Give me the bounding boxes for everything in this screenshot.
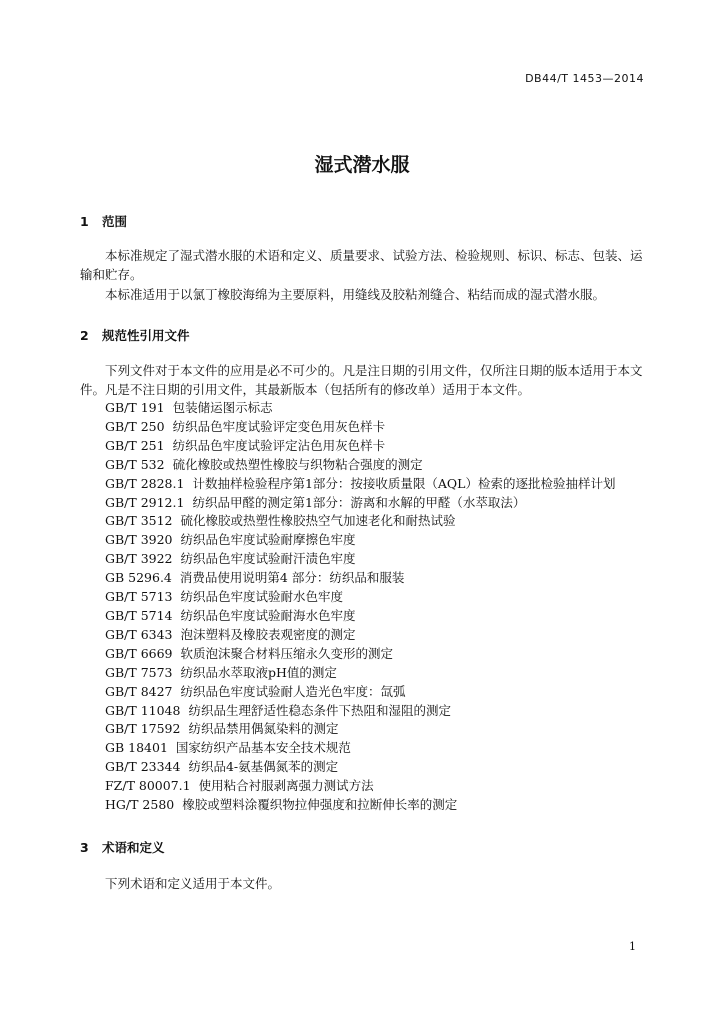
reference-code: GB/T 7573 [105,664,173,680]
reference-title: 泡沫塑料及橡胶表观密度的测定 [180,626,356,642]
reference-code: GB/T 17592 [105,721,181,737]
reference-code: GB/T 8427 [105,683,173,699]
references-intro-paragraph: 下列文件对于本文件的应用是必不可少的。凡是注日期的引用文件，仅所注日期的版本适用于本文件。凡是不注日期的引用文件，其最新版本（包括所有的修改单）适用于本文件。 [80,363,643,397]
reference-code: GB 5296.4 [105,570,172,586]
reference-code: HG/T 2580 [105,797,175,813]
reference-title: 纺织品色牢度试验评定沾色用灰色样卡 [172,437,386,453]
reference-code: GB/T 11048 [105,702,181,718]
scope-paragraph-1: 本标准规定了湿式潜水服的术语和定义、质量要求、试验方法、检验规则、标识、标志、包装、运输和贮存。 [80,248,643,282]
reference-code: GB/T 2828.1 [105,475,185,491]
reference-item [105,739,615,758]
reference-item [105,569,615,588]
standard-code: DB44/T 1453—2014 [525,72,644,85]
section-number: 2 [80,328,89,343]
reference-item [105,720,615,739]
section-number: 1 [80,214,89,229]
reference-code: GB/T 3922 [105,551,173,567]
reference-title: 纺织品色牢度试验耐海水色牢度 [180,607,356,623]
reference-item [105,796,615,815]
reference-title: 包装储运图示标志 [172,400,273,415]
reference-item [105,475,615,494]
reference-code: GB/T 2912.1 [105,494,185,510]
reference-title: 纺织品4-氨基偶氮苯的测定 [188,759,339,775]
section-heading-normative-references [80,326,190,344]
reference-code: GB/T 23344 [105,759,181,775]
page-number: 1 [629,940,636,953]
reference-item [105,702,615,721]
section-title: 术语和定义 [102,840,165,855]
reference-item [105,456,615,475]
reference-title: 纺织品生理舒适性稳态条件下热阻和湿阻的测定 [188,702,451,718]
reference-code: GB/T 3920 [105,532,173,548]
reference-code: GB/T 5713 [105,589,173,605]
reference-title: 计数抽样检验程序第1部分：按接收质量限（AQL）检索的逐批检验抽样计划 [192,475,616,491]
reference-title: 硫化橡胶或热塑性橡胶热空气加速老化和耐热试验 [180,513,456,529]
reference-title: 纺织品色牢度试验耐人造光色牢度：氙弧 [180,683,406,699]
reference-title: 纺织品水萃取液pH值的测定 [180,664,337,680]
reference-item [105,399,615,418]
reference-item [105,437,615,456]
reference-item [105,550,615,569]
reference-code: GB/T 6669 [105,645,173,661]
reference-title: 纺织品色牢度试验评定变色用灰色样卡 [172,418,386,434]
document-title: 湿式潜水服 [314,154,410,176]
reference-title: 硫化橡胶或热塑性橡胶与织物粘合强度的测定 [172,456,423,472]
reference-code: GB/T 191 [105,400,165,415]
section-heading-scope [80,212,127,230]
reference-item [105,588,615,607]
reference-code: GB/T 251 [105,437,165,453]
reference-code: FZ/T 80007.1 [105,778,191,794]
reference-code: GB/T 5714 [105,607,173,623]
reference-item [105,645,615,664]
reference-title: 纺织品色牢度试验耐摩擦色牢度 [180,532,356,548]
terms-intro-paragraph: 下列术语和定义适用于本文件。 [105,876,281,891]
reference-code: GB 18401 [105,740,168,756]
section-heading-terms-definitions [80,838,165,856]
reference-item [105,683,615,702]
reference-item [105,626,615,645]
reference-title: 使用粘合衬服剥离强力测试方法 [198,778,374,794]
reference-item [105,758,615,777]
reference-title: 消费品使用说明第4 部分：纺织品和服装 [179,570,405,586]
reference-item [105,512,615,531]
reference-title: 国家纺织产品基本安全技术规范 [175,740,351,756]
reference-code: GB/T 3512 [105,513,173,529]
reference-list [105,399,615,815]
reference-title: 橡胶或塑料涂覆织物拉伸强度和拉断伸长率的测定 [182,797,458,813]
reference-code: GB/T 250 [105,418,165,434]
section-number: 3 [80,840,89,855]
reference-code: GB/T 532 [105,456,165,472]
reference-code: GB/T 6343 [105,626,173,642]
section-title: 规范性引用文件 [102,328,190,343]
reference-item [105,664,615,683]
reference-item [105,494,615,513]
reference-item [105,418,615,437]
reference-item [105,777,615,796]
reference-title: 纺织品色牢度试验耐水色牢度 [180,589,344,605]
reference-item [105,531,615,550]
reference-title: 纺织品禁用偶氮染料的测定 [188,721,339,737]
reference-title: 软质泡沫聚合材料压缩永久变形的测定 [180,645,394,661]
reference-title: 纺织品甲醛的测定第1部分：游离和水解的甲醛（水萃取法） [192,494,526,510]
reference-title: 纺织品色牢度试验耐汗渍色牢度 [180,551,356,567]
scope-paragraph-2: 本标准适用于以氯丁橡胶海绵为主要原料，用缝线及胶粘剂缝合、粘结而成的湿式潜水服。 [105,287,606,302]
section-title: 范围 [102,214,128,229]
reference-item [105,607,615,626]
